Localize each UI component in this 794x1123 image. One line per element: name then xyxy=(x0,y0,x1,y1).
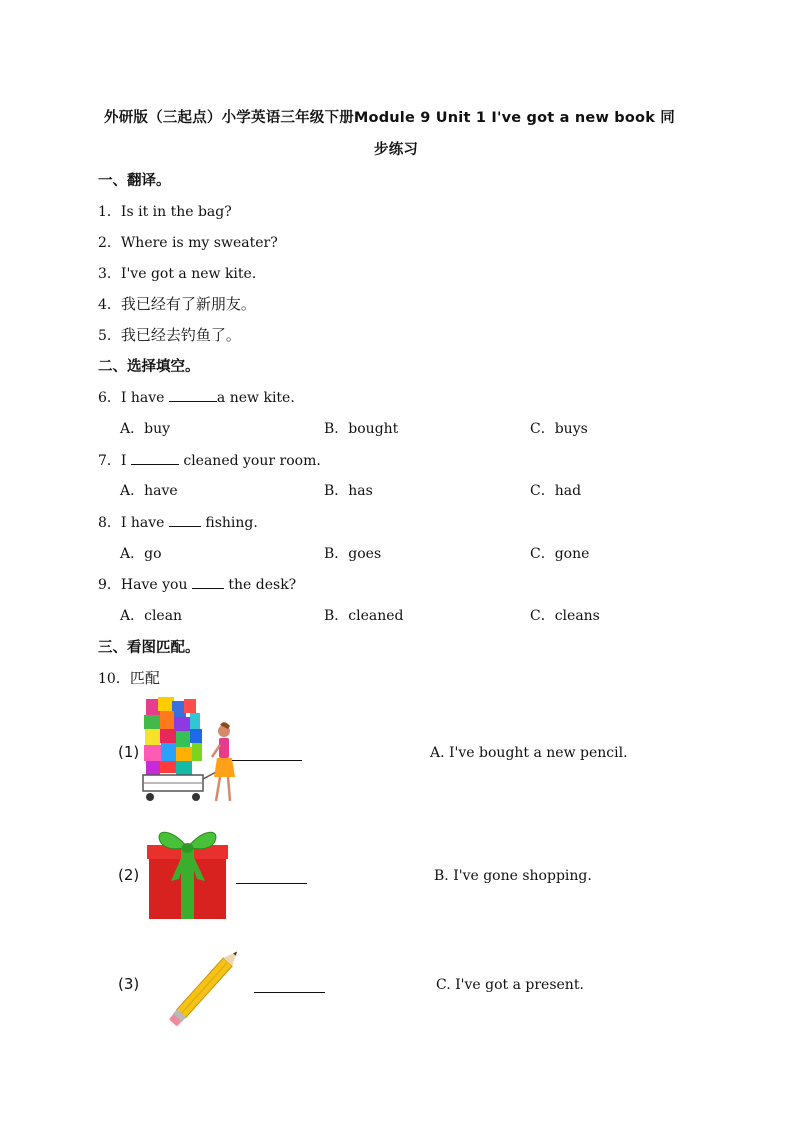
question-7 xyxy=(98,450,321,470)
page-title xyxy=(104,106,675,127)
answer-blank[interactable] xyxy=(169,514,201,527)
question-text-before: Have you xyxy=(120,577,192,593)
option-c[interactable]: C．cleans xyxy=(530,608,600,624)
question-10 xyxy=(98,667,160,688)
match-option-b: B. I've gone shopping. xyxy=(434,868,592,884)
question-number: 7． xyxy=(98,453,121,469)
pencil-image-svg xyxy=(160,940,255,1030)
question-text: 匹配 xyxy=(129,669,160,687)
question-5 xyxy=(98,324,241,345)
question-text: I've got a new kite. xyxy=(120,266,257,282)
answer-blank[interactable] xyxy=(192,576,224,589)
question-number: 9． xyxy=(98,577,121,593)
question-6 xyxy=(98,387,295,407)
question-text: Where is my sweater? xyxy=(120,235,278,251)
question-number: 2． xyxy=(98,235,121,251)
question-number: 1． xyxy=(98,204,121,220)
question-text-after: cleaned your room. xyxy=(178,453,321,469)
question-number: 8． xyxy=(98,515,121,531)
question-4 xyxy=(98,293,256,314)
question-2 xyxy=(98,232,278,252)
answer-line-3[interactable] xyxy=(254,992,325,993)
question-number: 6． xyxy=(98,390,121,406)
pencil-image xyxy=(160,940,255,1030)
question-text: Is it in the bag? xyxy=(120,204,232,220)
match-option-a: A. I've bought a new pencil. xyxy=(430,745,628,761)
question-text: 我已经有了新朋友。 xyxy=(120,295,256,313)
option-b[interactable]: B．has xyxy=(324,483,373,499)
question-8 xyxy=(98,512,258,532)
match-label-3: (3) xyxy=(118,975,140,993)
title-line-2: 步练习 xyxy=(374,142,419,158)
option-c[interactable]: C．had xyxy=(530,483,582,499)
match-option-c: C. I've got a present. xyxy=(436,977,584,993)
question-1 xyxy=(98,201,232,221)
option-a[interactable]: A．clean xyxy=(120,608,183,624)
question-text-after: a new kite. xyxy=(216,390,295,406)
question-number: 3． xyxy=(98,266,121,282)
answer-blank[interactable] xyxy=(169,389,217,402)
option-a[interactable]: A．buy xyxy=(120,421,170,437)
gift-image-svg xyxy=(145,823,230,923)
section-1-heading: 一、翻译。 xyxy=(98,173,171,189)
question-number: 4． xyxy=(98,297,121,313)
question-text: 我已经去钓鱼了。 xyxy=(120,326,241,344)
option-a[interactable]: A．go xyxy=(120,546,162,562)
question-text-before: I xyxy=(120,453,131,469)
answer-line-1[interactable] xyxy=(232,760,302,761)
question-number: 10． xyxy=(98,671,130,687)
match-label-2: (2) xyxy=(118,866,140,884)
page-title-cont xyxy=(374,138,418,159)
option-a[interactable]: A．have xyxy=(120,483,178,499)
option-b[interactable]: B．bought xyxy=(324,421,399,437)
question-9 xyxy=(98,574,296,594)
shopping-image-svg xyxy=(140,695,235,807)
option-b[interactable]: B．goes xyxy=(324,546,382,562)
question-text-after: the desk? xyxy=(223,577,297,593)
question-3 xyxy=(98,263,256,283)
question-text-before: I have xyxy=(120,515,169,531)
question-text-before: I have xyxy=(120,390,169,406)
answer-line-2[interactable] xyxy=(236,883,307,884)
question-text-after: fishing. xyxy=(200,515,258,531)
answer-blank[interactable] xyxy=(131,452,179,465)
section-2-heading: 二、选择填空。 xyxy=(98,359,200,375)
section-3-heading: 三、看图匹配。 xyxy=(98,640,200,656)
gift-box-image xyxy=(145,823,230,923)
match-label-1: (1) xyxy=(118,743,140,761)
option-c[interactable]: C．buys xyxy=(530,421,588,437)
question-number: 5． xyxy=(98,328,121,344)
title-line-1: 外研版（三起点）小学英语三年级下册Module 9 Unit 1 I've got a new book 同 xyxy=(104,110,675,126)
shopping-cart-woman-image xyxy=(140,695,235,807)
option-c[interactable]: C．gone xyxy=(530,546,590,562)
option-b[interactable]: B．cleaned xyxy=(324,608,404,624)
